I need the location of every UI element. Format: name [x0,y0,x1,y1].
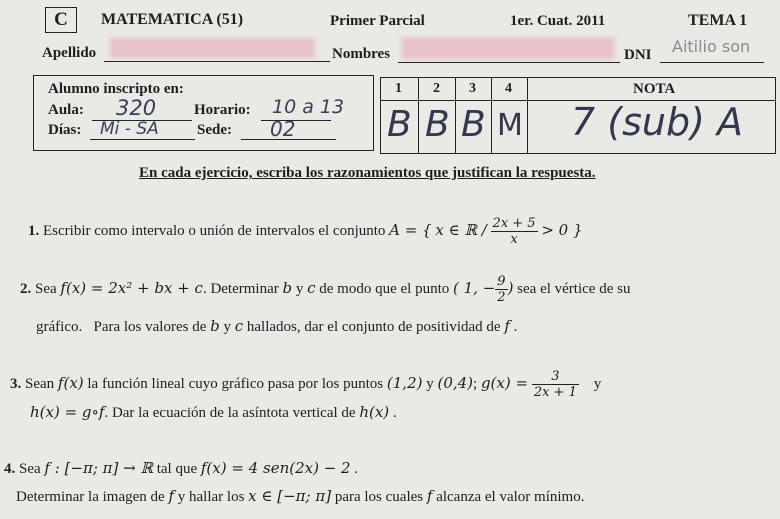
enrollment-title: Alumno inscripto en: [48,81,184,97]
exercise-2-line-2 [36,317,517,336]
exercise-4-line2-c: para los cuales [334,489,424,505]
exercise-1-frac-num: 2x + 5 [492,216,536,231]
dni-value: Aitilio son [672,37,751,56]
exercise-3-text-b: la función lineal cuyo gráfico pasa por los puntos [87,375,384,392]
nota-value: 7 (sub) A [571,100,743,144]
grade-header-4: 4 [505,81,512,96]
nota-header: NOTA [633,81,676,97]
exercise-3-y2: y [593,375,602,392]
exercise-2-line2-cvar: c [234,317,244,335]
exercise-4-text-b: tal que [156,461,198,477]
exercise-4-number: 4. [4,461,16,477]
course-title: MATEMATICA (51) [101,11,244,28]
exercise-2-text-d: sea el vértice de su [517,280,631,297]
horario-value: 10 a 13 [272,96,345,118]
exercise-4-line-1 [4,459,358,478]
grade-mark-1: B [387,104,412,145]
exercise-2-pt-num: 9 [497,274,506,289]
dias-line [90,139,195,140]
exercise-4-function: f(x) = 4 sen(2x) − 2 [200,459,351,477]
grade-mark-4: M [497,108,523,143]
grades-table [380,77,776,154]
exercise-4-line2-set: x ∈ [−π; π] [248,487,332,505]
exercise-1-number: 1. [28,222,40,239]
enrollment-box [33,75,374,151]
exercise-2-point-close: ) [507,278,514,297]
exercise-3-hx: h(x) = g∘f [30,403,105,421]
exercise-4-line2-f2: f [426,487,433,505]
exercise-3-p2: (0,4) [437,373,474,392]
exercise-2-line2-c: hallados, dar el conjunto de positividad de [246,319,501,335]
exercise-3-g-den: 2x + 1 [533,385,577,400]
horario-label: Horario: [194,102,251,118]
exam-title: Primer Parcial [330,13,425,29]
exercise-2-line2-a: gráfico. [36,319,83,335]
exercise-1-fraction [491,216,538,247]
exercise-1-set-cond: x ∈ ℝ / [435,220,487,239]
exercise-4-line2-b: y hallar los [177,489,245,505]
exercise-3-y: y [426,375,434,392]
exercise-2-point-open: ( 1, − [453,278,496,297]
exercise-2-y: y [295,280,304,297]
exercise-1-text: Escribir como intervalo o unión de intervalos el conjunto [43,222,386,239]
exercise-4-text-a: Sea [19,461,41,477]
exercise-3-line2-end: . [392,405,397,421]
nombres-line [398,62,620,63]
sede-label: Sede: [197,122,232,138]
apellido-redaction [110,38,315,58]
exercise-2-function: f(x) = 2x² + bx + c [60,278,203,297]
exercise-4-line2-d: alcanza el valor mínimo. [436,489,585,505]
exercise-2-line-1 [20,274,630,305]
grade-mark-3: B [461,104,486,145]
instruction: En cada ejercicio, escriba los razonamientos que justifican la respuesta. [139,165,596,181]
exercise-3-semicolon: ; [473,375,478,392]
tema-label: TEMA 1 [688,12,748,29]
aula-value: 320 [116,96,157,120]
exercise-3-text-a: Sean [25,375,55,392]
nombres-redaction [402,37,614,59]
dias-label: Días: [48,122,82,138]
nombres-label: Nombres [332,46,391,62]
grade-mark-2: B [425,104,450,145]
aula-label: Aula: [48,102,84,118]
exercise-3-line2-text: . Dar la ecuación de la asíntota vertical de [104,405,356,421]
exercise-2-text-b: . Determinar [202,280,279,297]
exercise-2-text-a: Sea [35,280,57,297]
exercise-2-number: 2. [20,280,32,297]
exercise-2-c: c [307,278,316,297]
exercise-2-pt-den: 2 [497,290,506,305]
exercise-3-line-2 [30,403,397,422]
exercise-2-line2-f: f [504,317,510,335]
term-label: 1er. Cuat. 2011 [510,13,606,29]
exercise-1-set-lhs: A = { [389,220,432,239]
exercise-1-frac-den: x [510,232,518,247]
exercise-4-line2-a: Determinar la imagen de [16,489,165,505]
exercise-4-line-2 [16,487,584,506]
sede-value: 02 [270,117,296,141]
exercise-1 [28,216,583,247]
exercise-2-text-c: de modo que el punto [319,280,450,297]
exercise-4-map: f : [−π; π] → ℝ [44,459,153,477]
exercise-3-fx: f(x) [57,373,84,392]
grade-header-2: 2 [433,81,440,96]
exercise-2-line2-bvar: b [210,317,220,335]
exercise-4-line2-f: f [168,487,174,505]
grade-header-3: 3 [469,81,476,96]
exercise-3-gx: g(x) = [480,373,529,392]
exercise-3-p1: (1,2) [386,373,423,392]
exercise-2-line2-end: . [513,319,518,335]
exercise-4-end: . [354,461,359,477]
dias-value: Mi - SA [100,119,159,139]
exercise-3-number: 3. [10,375,22,392]
exercise-3-g-fraction [532,369,579,400]
exercise-3-line-1 [10,369,601,400]
grade-header-1: 1 [395,81,402,96]
exercise-3-g-num: 3 [532,369,579,385]
exercise-2-line2-y: y [223,319,231,335]
dni-label: DNI [624,47,652,63]
exercise-2-b: b [282,278,293,297]
apellido-label: Apellido [42,45,97,61]
letter-box: C [45,7,77,33]
exercise-2-line2-b: Para los valores de [93,319,207,335]
exercise-3-line2-hx: h(x) [359,403,390,421]
dni-line [660,62,764,63]
apellido-line [104,61,330,62]
exercise-2-point-fraction [495,274,507,305]
exercise-1-set-rhs: > 0 } [541,220,583,239]
